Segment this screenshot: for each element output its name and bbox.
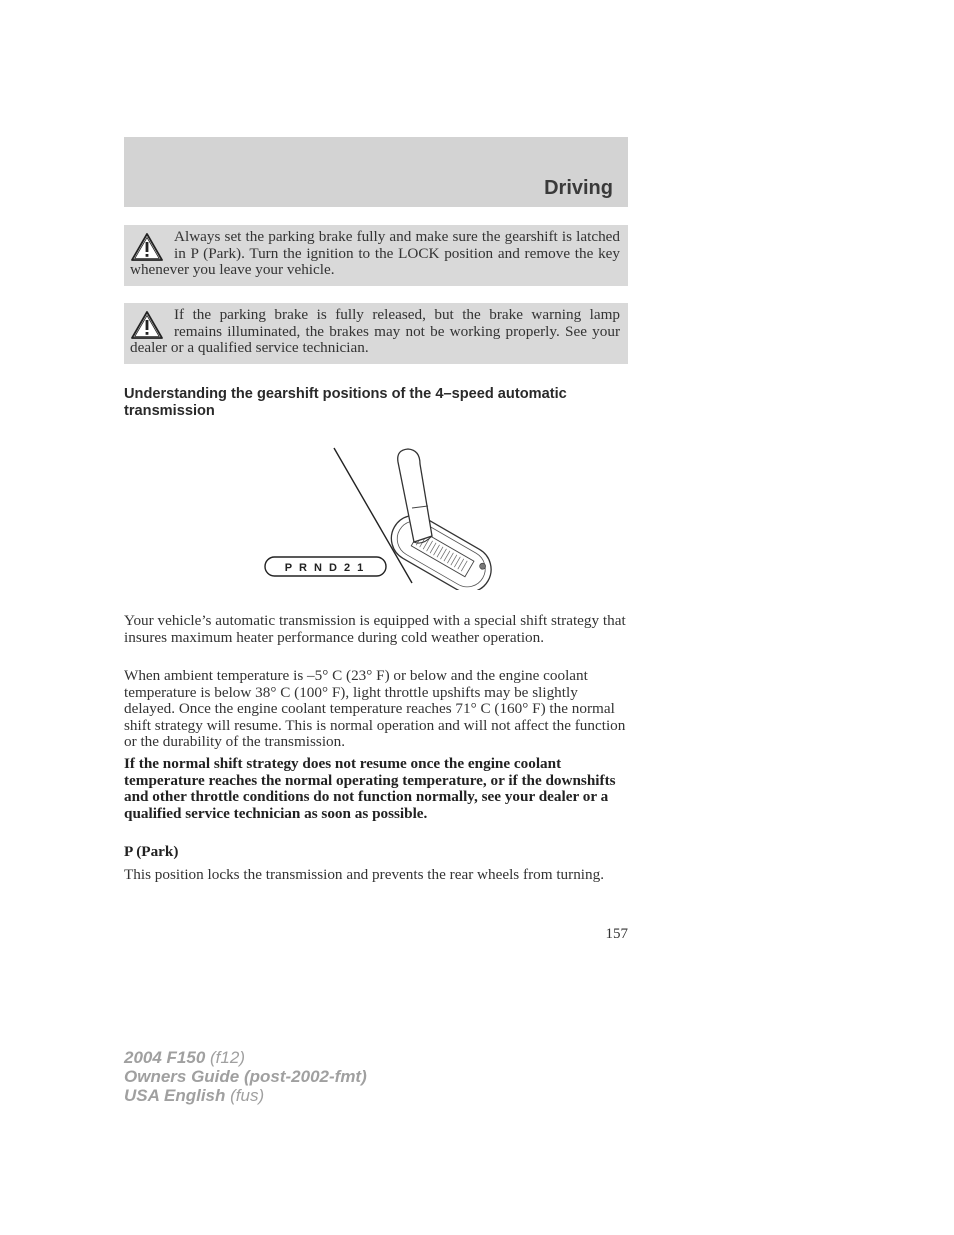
section-header xyxy=(124,137,628,207)
footer-language: USA English xyxy=(124,1086,226,1105)
footer-model: 2004 F150 xyxy=(124,1048,206,1067)
warning-text: Always set the parking brake fully and make sure the gearshift is latched in P (Park). Turn the ignition to the LOCK position and remove the key whenever you leave your vehicle. xyxy=(130,228,620,278)
section-title: Driving xyxy=(544,177,613,199)
warning-text: If the parking brake is fully released, but the brake warning lamp remains illuminated, the brakes may not be working properly. See your dealer or a qualified service technician. xyxy=(130,306,620,356)
warning-triangle-icon xyxy=(130,310,164,340)
warning-box xyxy=(124,303,628,364)
subheading: Understanding the gearshift positions of the 4–speed automatic transmission xyxy=(124,386,567,419)
gear-positions-label: P R N D 2 1 xyxy=(284,562,366,574)
footer-guide: Owners Guide (post-2002-fmt) xyxy=(124,1067,367,1086)
caution-paragraph: If the normal shift strategy does not resume once the engine coolant temperature reaches the normal operating temperature, or if the downshifts and other throttle conditions do not function normally, see your dealer or a qualified service technician as soon as possible. xyxy=(124,755,616,822)
footer-language-code: (fus) xyxy=(225,1086,265,1105)
warning-triangle-icon xyxy=(130,232,164,262)
paragraph: This position locks the transmission and prevents the rear wheels from turning. xyxy=(124,866,605,883)
paragraph: Your vehicle’s automatic transmission is equipped with a special shift strategy that insures maximum heater performance during cold weather operation. xyxy=(124,612,626,646)
paragraph: When ambient temperature is –5° C (23° F) or below and the engine coolant temperature is below 38° C (100° F), light throttle upshifts may be slightly delayed. Once the engine coolant temperature reaches 71° C (160° F) the normal shift strategy will resume. This is normal operation and will not affect the function or the durability of the transmission. xyxy=(124,667,626,750)
page-number: 157 xyxy=(605,926,628,942)
footer-model-code: (f12) xyxy=(205,1048,245,1067)
park-heading: P (Park) xyxy=(124,843,179,860)
document-footer xyxy=(124,1048,367,1105)
warning-box xyxy=(124,225,628,286)
gearshift-illustration xyxy=(262,440,502,590)
